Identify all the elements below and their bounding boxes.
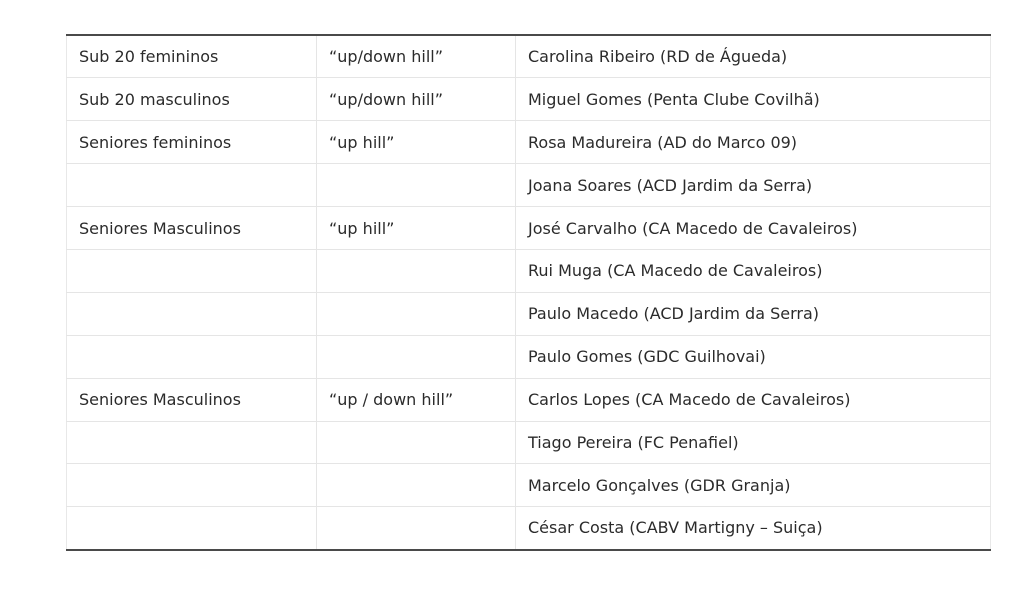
- table-row: [67, 164, 991, 207]
- athlete-cell: Paulo Macedo (ACD Jardim da Serra): [516, 292, 991, 335]
- event-cell: “up/down hill”: [317, 35, 516, 78]
- event-cell: [317, 507, 516, 550]
- event-cell: “up hill”: [317, 121, 516, 164]
- category-cell: Sub 20 femininos: [67, 35, 317, 78]
- athlete-cell: José Carvalho (CA Macedo de Cavaleiros): [516, 207, 991, 250]
- category-cell: [67, 292, 317, 335]
- event-cell: [317, 164, 516, 207]
- table-row: [67, 35, 991, 78]
- results-table: [66, 34, 991, 551]
- table-row: [67, 464, 991, 507]
- table-row: [67, 207, 991, 250]
- athlete-cell: Rosa Madureira (AD do Marco 09): [516, 121, 991, 164]
- event-cell: [317, 335, 516, 378]
- category-cell: Seniores Masculinos: [67, 207, 317, 250]
- table-row: [67, 249, 991, 292]
- category-cell: [67, 335, 317, 378]
- event-cell: “up hill”: [317, 207, 516, 250]
- table-row: [67, 292, 991, 335]
- table-row: [67, 421, 991, 464]
- event-cell: [317, 464, 516, 507]
- athlete-cell: Carlos Lopes (CA Macedo de Cavaleiros): [516, 378, 991, 421]
- athlete-cell: Marcelo Gonçalves (GDR Granja): [516, 464, 991, 507]
- category-cell: [67, 507, 317, 550]
- category-cell: [67, 249, 317, 292]
- table-row: [67, 335, 991, 378]
- table-row: [67, 378, 991, 421]
- table-row: [67, 78, 991, 121]
- athlete-cell: Carolina Ribeiro (RD de Águeda): [516, 35, 991, 78]
- athlete-cell: Joana Soares (ACD Jardim da Serra): [516, 164, 991, 207]
- category-cell: Seniores Masculinos: [67, 378, 317, 421]
- category-cell: Seniores femininos: [67, 121, 317, 164]
- table-row: [67, 507, 991, 550]
- athlete-cell: Tiago Pereira (FC Penafiel): [516, 421, 991, 464]
- event-cell: “up / down hill”: [317, 378, 516, 421]
- category-cell: [67, 421, 317, 464]
- athlete-cell: Miguel Gomes (Penta Clube Covilhã): [516, 78, 991, 121]
- event-cell: “up/down hill”: [317, 78, 516, 121]
- event-cell: [317, 292, 516, 335]
- athlete-cell: César Costa (CABV Martigny – Suiça): [516, 507, 991, 550]
- category-cell: [67, 464, 317, 507]
- category-cell: Sub 20 masculinos: [67, 78, 317, 121]
- table-row: [67, 121, 991, 164]
- athlete-cell: Rui Muga (CA Macedo de Cavaleiros): [516, 249, 991, 292]
- athlete-cell: Paulo Gomes (GDC Guilhovai): [516, 335, 991, 378]
- event-cell: [317, 421, 516, 464]
- event-cell: [317, 249, 516, 292]
- category-cell: [67, 164, 317, 207]
